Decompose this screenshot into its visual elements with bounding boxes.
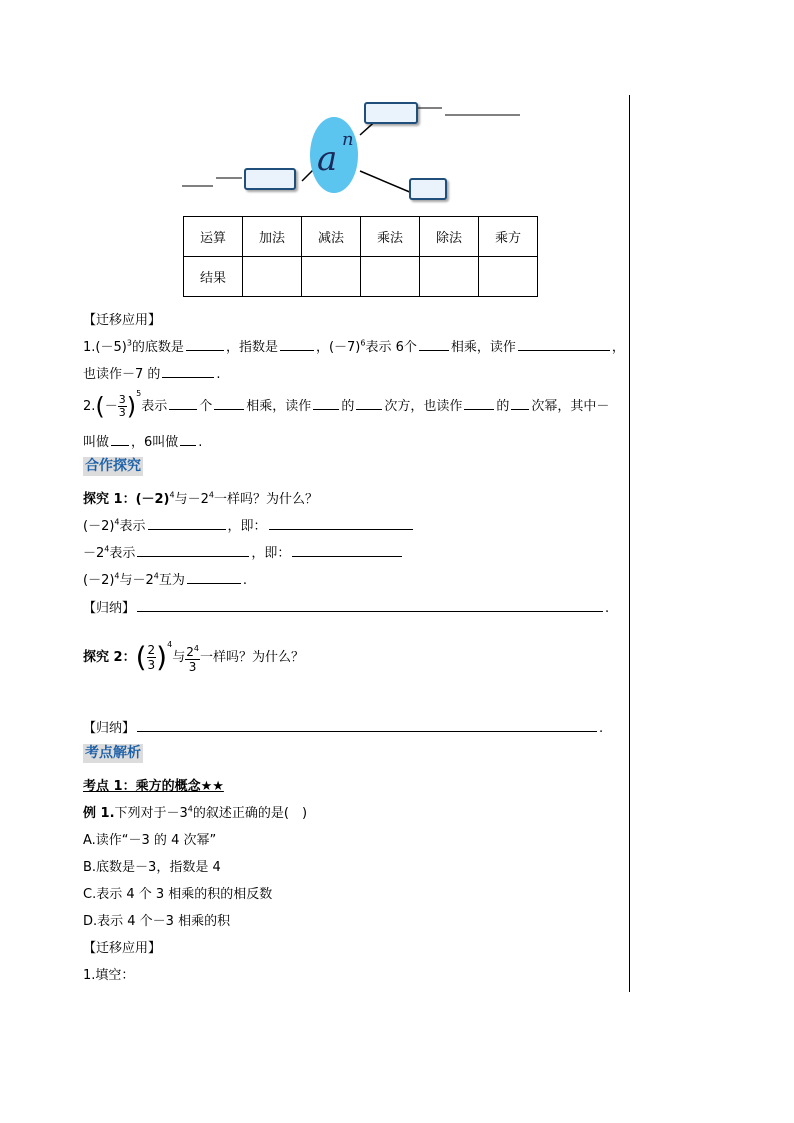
explore-text: 与	[172, 650, 186, 665]
example-text: 下列对于－3	[114, 806, 188, 821]
margin-line	[629, 95, 630, 992]
answer-cell[interactable]	[361, 257, 420, 297]
answer-blank[interactable]	[464, 408, 494, 410]
q1-text: ，(－7)	[315, 340, 361, 355]
explore-sup: 4	[114, 571, 120, 581]
answer-blank[interactable]	[111, 444, 129, 446]
explore-text: .	[242, 573, 248, 588]
q2-text: 相乘，读作	[246, 399, 312, 414]
answer-blank[interactable]	[214, 408, 244, 410]
q2-text: ，6叫做	[131, 435, 179, 450]
option-c[interactable]: C.表示 4 个 3 相乘的积的相反数	[83, 887, 273, 902]
answer-blank[interactable]	[137, 730, 597, 732]
minus-sign: －	[104, 399, 118, 414]
option-d[interactable]: D.表示 4 个－3 相乘的积	[83, 914, 231, 929]
apply-heading: 【迁移应用】	[83, 313, 162, 328]
q1-text: 1.(－5)	[83, 340, 127, 355]
q2-text: 次幂，其中－	[531, 399, 610, 414]
section-title-exam-points: 考点解析	[85, 745, 141, 761]
explore-text: 互为	[158, 573, 185, 588]
table-header-cell: 减法	[302, 217, 361, 257]
q1-sup: 3	[126, 338, 132, 348]
explore-text: ，即：	[251, 546, 291, 561]
summary-2	[83, 717, 603, 736]
explore-sup: 4	[169, 490, 175, 500]
option-b[interactable]: B.底数是－3，指数是 4	[83, 860, 221, 875]
summary-label: 【归纳】	[83, 601, 136, 616]
fraction-two-thirds: $\frac{2}{3}$	[147, 643, 156, 672]
q2-text: 次方，也读作	[384, 399, 463, 414]
answer-blank[interactable]	[419, 349, 449, 351]
example-label: 例 1.	[83, 806, 115, 821]
q2-text: 的	[341, 399, 355, 414]
example-sup: 4	[187, 804, 193, 814]
open-paren: (	[95, 392, 105, 421]
section-title-cooperation: 合作探究	[85, 458, 141, 474]
summary-period: .	[599, 721, 604, 736]
answer-blank[interactable]	[162, 376, 214, 378]
base-label-box[interactable]	[244, 168, 296, 190]
q1-text: 表示 6个	[365, 340, 417, 355]
explore-text: 一样吗？为什么？	[213, 492, 318, 507]
explore-1-row-3	[83, 569, 247, 588]
answer-blank[interactable]	[180, 444, 196, 446]
answer-blank[interactable]	[280, 349, 314, 351]
explore-text: (－2)	[83, 519, 115, 534]
apply-heading-2: 【迁移应用】	[83, 941, 162, 956]
answer-blank[interactable]	[137, 610, 603, 612]
table-row	[184, 217, 538, 257]
answer-blank[interactable]	[518, 349, 610, 351]
question-1-line-2	[83, 363, 221, 382]
open-paren: (	[135, 640, 147, 674]
summary-1	[83, 597, 609, 616]
question-2-line-2	[83, 431, 202, 450]
table-header-cell: 运算	[184, 217, 243, 257]
answer-blank[interactable]	[356, 408, 382, 410]
table-header-cell: 乘法	[361, 217, 420, 257]
explore-2-question	[83, 628, 304, 674]
q1-text: 的底数是	[131, 340, 184, 355]
fraction-two-four-over-three: $\frac{2^4}{3}$	[186, 643, 199, 674]
answer-blank[interactable]	[292, 555, 402, 557]
example-1	[83, 802, 307, 821]
summary-period: .	[605, 601, 610, 616]
explore-sup: 4	[114, 517, 120, 527]
summary-label: 【归纳】	[83, 721, 136, 736]
answer-blank[interactable]	[148, 528, 226, 530]
answer-cell[interactable]	[243, 257, 302, 297]
explore-text: 一样吗？为什么？	[199, 650, 304, 665]
question-1-line-1	[83, 336, 625, 355]
close-paren: )	[126, 392, 137, 421]
explore-sup: 4	[208, 490, 214, 500]
q2-sup: 5	[136, 389, 142, 398]
q1-text: ，指数是	[225, 340, 278, 355]
q1-text: 也读作－7 的	[83, 367, 161, 382]
answer-blank[interactable]	[186, 349, 224, 351]
q2-text: 的	[496, 399, 510, 414]
explore-1-row-2	[83, 542, 404, 561]
answer-blank[interactable]	[169, 408, 197, 410]
example-text: 的叙述正确的是( )	[192, 806, 308, 821]
answer-blank[interactable]	[137, 555, 249, 557]
exponent-symbol: n	[342, 129, 354, 150]
answer-blank[interactable]	[313, 408, 339, 410]
close-paren: )	[156, 640, 168, 674]
exponent-label-box[interactable]	[364, 102, 418, 124]
answer-cell[interactable]	[479, 257, 538, 297]
q2-text: 2.	[83, 399, 96, 414]
q1-text: ，	[611, 340, 625, 355]
q2-text: 个	[199, 399, 213, 414]
table-header-cell: 加法	[243, 217, 302, 257]
explore-1-question	[83, 488, 318, 507]
table-header-cell: 乘方	[479, 217, 538, 257]
explore-sup: 4	[153, 571, 159, 581]
q2-text: 叫做	[83, 435, 110, 450]
q1-text: .	[216, 367, 221, 382]
power-bubble	[310, 117, 358, 193]
explore-text: 表示	[109, 546, 136, 561]
explore-text: －2	[83, 546, 105, 561]
explore-text: 探究 2：	[83, 650, 136, 665]
power-label-box[interactable]	[409, 178, 447, 200]
table-row	[184, 257, 538, 297]
answer-blank[interactable]	[511, 408, 529, 410]
option-a[interactable]: A.读作“－3 的 4 次幂”	[83, 833, 217, 848]
q2-text: .	[198, 435, 203, 450]
answer-cell[interactable]	[302, 257, 361, 297]
fraction-three-fifths: $\frac{3}{3}$	[118, 393, 126, 419]
explore-sup: 4	[167, 640, 173, 649]
q2-text: 表示	[141, 399, 168, 414]
explore-text: ，即：	[227, 519, 267, 534]
base-symbol: a	[317, 139, 338, 179]
exam-point-1: 考点 1：乘方的概念★★	[83, 779, 224, 794]
fill-in-prompt: 1.填空：	[83, 968, 135, 983]
q1-sup: 6	[360, 338, 366, 348]
table-header-cell: 除法	[420, 217, 479, 257]
answer-blank[interactable]	[187, 582, 241, 584]
explore-text: (－2)	[83, 573, 115, 588]
explore-sup: 4	[104, 544, 110, 554]
table-row-label: 结果	[184, 257, 243, 297]
explore-text: 探究 1：(－2)	[83, 492, 170, 507]
answer-blank[interactable]	[269, 528, 413, 530]
explore-text: 表示	[119, 519, 146, 534]
q1-text: 相乘，读作	[450, 340, 516, 355]
answer-cell[interactable]	[420, 257, 479, 297]
question-2-line-1	[83, 389, 609, 421]
explore-text: 与－2	[119, 573, 154, 588]
explore-text: 与－2	[174, 492, 209, 507]
explore-1-row-1	[83, 515, 415, 534]
operations-table	[183, 216, 538, 297]
